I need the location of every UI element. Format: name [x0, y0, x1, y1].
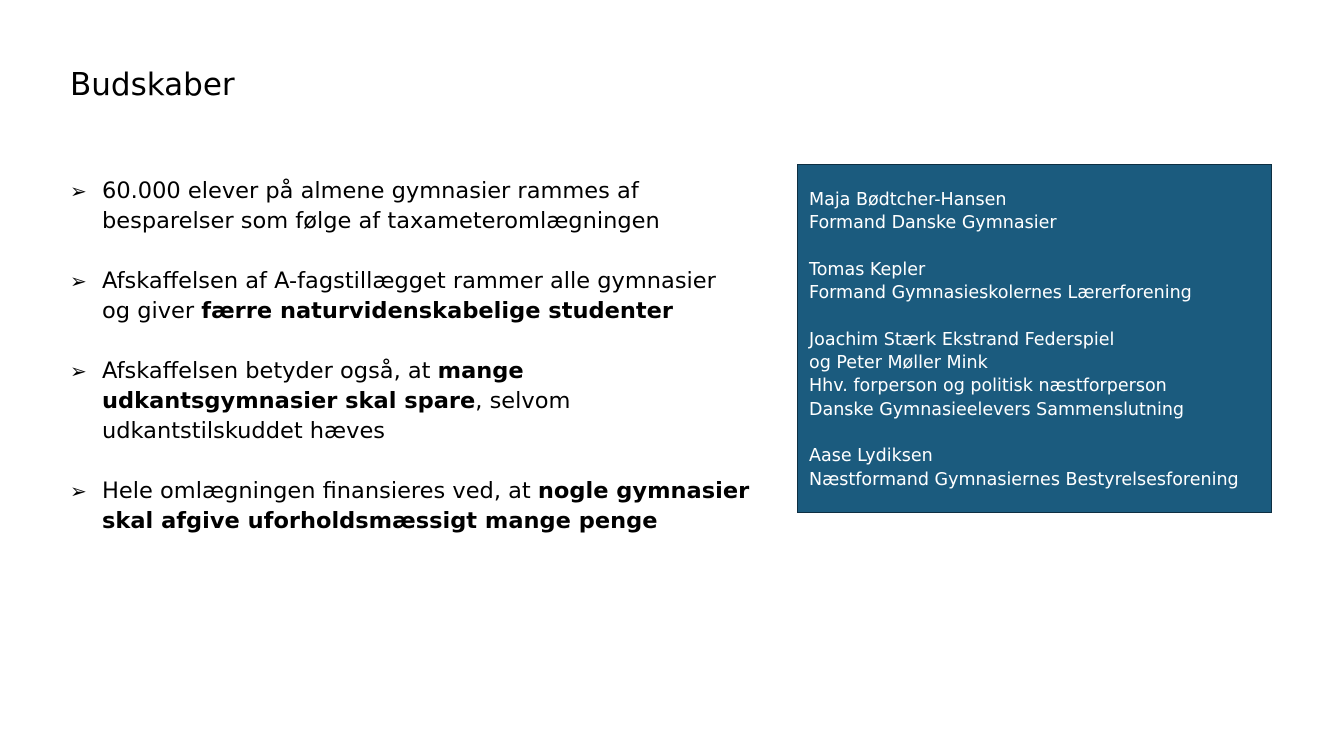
person-name: Tomas Kepler	[809, 259, 926, 280]
person-name: Maja Bødtcher-Hansen	[809, 190, 1007, 210]
bullet-list	[70, 176, 750, 566]
person-name: Joachim Stærk Ekstrand Federspiel	[809, 329, 1115, 350]
person-entry	[809, 259, 1261, 306]
person-role: Formand Gymnasieskolernes Lærerforening	[809, 283, 1192, 304]
person-role: Hhv. forperson og politisk næstforperson	[809, 376, 1167, 397]
bullet-item	[70, 266, 750, 326]
person-role: Næstformand Gymnasiernes Bestyrelsesforening	[809, 469, 1239, 490]
person-name: Aase Lydiksen	[809, 446, 933, 467]
bullet-text: Afskaffelsen af A-fagstillægget rammer alle gymnasier og giver færre naturvidenskabelige studenter	[102, 268, 716, 324]
arrowhead-bullet-icon: ➢	[70, 179, 87, 203]
bullet-item	[70, 476, 750, 536]
arrowhead-bullet-icon: ➢	[70, 269, 87, 293]
person-role: Formand Danske Gymnasier	[809, 213, 1057, 234]
contact-info-box	[797, 164, 1272, 513]
person-entry	[809, 329, 1261, 422]
bullet-text: 60.000 elever på almene gymnasier rammes af besparelser som følge af taxameteromlægningen	[102, 178, 660, 234]
arrowhead-bullet-icon: ➢	[70, 359, 87, 383]
arrowhead-bullet-icon: ➢	[70, 479, 87, 503]
bullet-text: Afskaffelsen betyder også, at mange udkantsgymnasier skal spare, selvom udkantstilskuddet hæves	[102, 358, 571, 444]
bullet-item	[70, 176, 750, 236]
bullet-item	[70, 356, 750, 446]
bullet-text: Hele omlægningen finansieres ved, at nogle gymnasier skal afgive uforholdsmæssigt mange penge	[102, 478, 750, 534]
slide-title: Budskaber	[70, 67, 235, 103]
person-entry	[809, 445, 1261, 492]
person-organization: Danske Gymnasieelevers Sammenslutning	[809, 399, 1185, 420]
person-entry	[809, 189, 1261, 236]
person-name: og Peter Møller Mink	[809, 353, 988, 374]
